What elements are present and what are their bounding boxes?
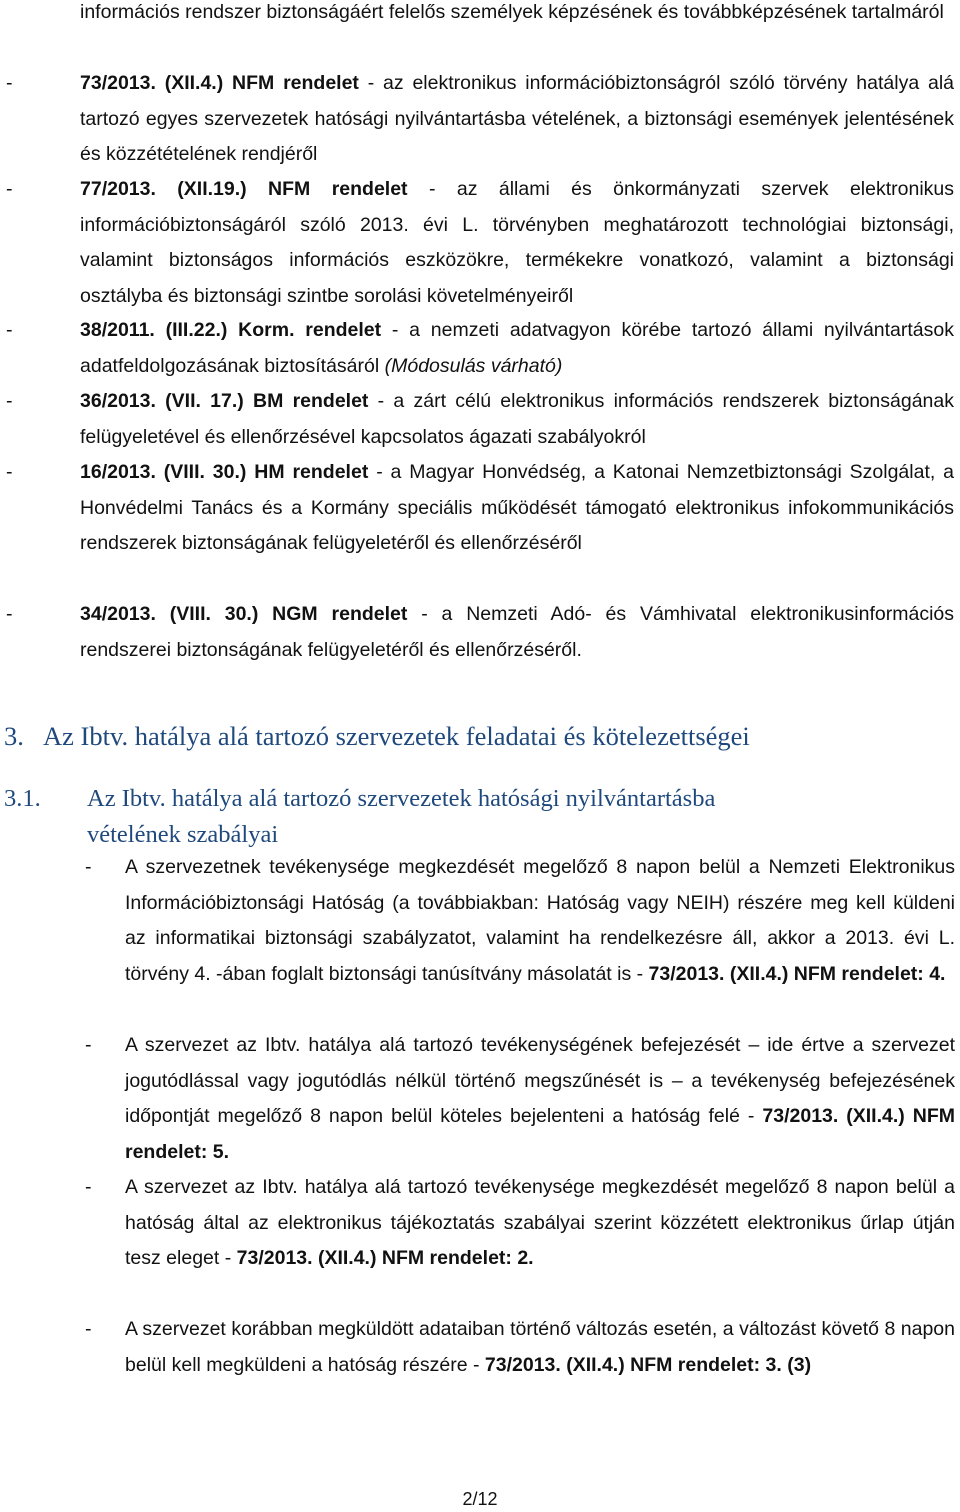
body-text: - az állami és önkormányzati szervek elektronikus információbiztonságáról szóló 2013. évi L. törvényben meghatározott technológiai biztonsági, valamint biztonságos információs eszközökre, termékekre vonatkozó, valamint a biztonsági osztályba és biztonsági szintbe sorolási követelményeiről bbox=[80, 178, 954, 307]
body-text: A szervezet az Ibtv. hatálya alá tartozó tevékenysége megkezdését megelőző 8 napon belül a hatóság által az elektronikus tájékoztatás szabályai szerint közzétett elektronikus űrlap útján tesz eleget - bbox=[125, 1176, 955, 1269]
body-text: A szervezetnek tevékenysége megkezdését megelőző 8 napon belül a Nemzeti Elektronikus Információbiztonsági Hatóság (a továbbiakban: Hatóság vagy NEIH) részére meg kell küldeni az informatikai biztonsági szabályzatot, valamint ha rendelkezésre áll, akkor a 2013. évi L. törvény 4. -ában foglalt biztonsági tanúsítvány másolatát is - bbox=[125, 856, 955, 985]
list-item-text bbox=[0, 66, 960, 173]
list-item-text bbox=[0, 172, 960, 314]
list-item bbox=[0, 0, 960, 31]
list-dash: - bbox=[85, 1176, 92, 1198]
list-item bbox=[0, 1312, 960, 1383]
subsection-heading bbox=[4, 781, 715, 853]
page-number: 2/12 bbox=[462, 1489, 498, 1509]
body-text: - a Nemzeti Adó- és Vámhivatal elektronikusinformációs rendszerei biztonságának felügyeletéről és ellenőrzéséről. bbox=[80, 603, 954, 661]
list-dash: - bbox=[6, 72, 13, 94]
list-item-text bbox=[0, 1170, 960, 1277]
list-item-text bbox=[0, 1312, 960, 1383]
regulation-reference: 16/2013. (VIII. 30.) HM rendelet bbox=[80, 461, 369, 483]
regulation-reference: 36/2013. (VII. 17.) BM rendelet bbox=[80, 390, 369, 412]
list-item bbox=[0, 1028, 960, 1170]
list-item bbox=[0, 1170, 960, 1277]
section-heading bbox=[4, 718, 750, 754]
list-dash: - bbox=[6, 461, 13, 483]
list-dash: - bbox=[6, 178, 13, 200]
list-dash: - bbox=[85, 1318, 92, 1340]
regulation-reference: 73/2013. (XII.4.) NFM rendelet: 3. (3) bbox=[484, 1353, 812, 1376]
body-text: információs rendszer biztonságáért felelős személyek képzésének és továbbképzésének tartalmáról bbox=[80, 1, 944, 23]
list-item bbox=[0, 313, 960, 384]
regulation-reference: 77/2013. (XII.19.) NFM rendelet bbox=[80, 178, 408, 200]
list-item bbox=[0, 172, 960, 314]
regulation-reference: 73/2013. (XII.4.) NFM rendelet: 2. bbox=[236, 1247, 534, 1269]
regulation-reference: 73/2013. (XII.4.) NFM rendelet bbox=[80, 72, 359, 94]
regulation-reference: 73/2013. (XII.4.) NFM rendelet: 4. bbox=[648, 962, 946, 985]
list-item bbox=[0, 850, 960, 992]
list-item bbox=[0, 384, 960, 455]
list-item-text bbox=[0, 455, 960, 562]
body-text: A szervezet az Ibtv. hatálya alá tartozó tevékenységének befejezését – ide értve a szervezet jogutódlással vagy jogutódlás nélkül történő megszűnését is – a tevékenység befejezésének időpontját megelőző 8 napon belül köteles bejelenteni a hatóság felé - bbox=[125, 1034, 955, 1127]
body-text: - a zárt célú elektronikus információs rendszerek biztonságának felügyeletével és ellenőrzésével kapcsolatos ágazati szabályokról bbox=[80, 390, 954, 448]
list-item-text bbox=[0, 1028, 960, 1170]
body-text: - az elektronikus információbiztonságról szóló törvény hatálya alá tartozó egyes szervezetek hatósági nyilvántartásba vételének, a biztonsági események jelentésének és közzétételének rendjéről bbox=[80, 72, 954, 165]
list-item bbox=[0, 66, 960, 173]
subsection-title: Az Ibtv. hatálya alá tartozó szervezetek hatósági nyilvántartásba bbox=[87, 785, 716, 812]
list-dash: - bbox=[85, 1034, 92, 1056]
regulation-reference: 38/2011. (III.22.) Korm. rendelet bbox=[80, 319, 382, 341]
list-dash: - bbox=[85, 856, 92, 878]
section-number: 3. bbox=[4, 721, 24, 751]
list-dash: - bbox=[6, 319, 13, 341]
subsection-title-continuation: vételének szabályai bbox=[87, 821, 279, 848]
list-item-text bbox=[0, 850, 960, 992]
list-dash: - bbox=[6, 390, 13, 412]
regulation-reference: 34/2013. (VIII. 30.) NGM rendelet bbox=[80, 603, 408, 625]
list-item-text bbox=[0, 313, 960, 384]
regulation-reference: 73/2013. (XII.4.) NFM rendelet: 5. bbox=[125, 1105, 955, 1163]
list-item-text bbox=[0, 384, 960, 455]
list-item bbox=[0, 597, 960, 668]
body-text: A szervezet korábban megküldött adataiban történő változás esetén, a változást követő 8 napon belül kell megküldeni a hatóság részére - bbox=[125, 1318, 955, 1376]
list-item-text bbox=[0, 597, 960, 668]
list-dash: - bbox=[6, 603, 13, 625]
body-text: - a nemzeti adatvagyon körébe tartozó állami nyilvántartások adatfeldolgozásának biztosításáról bbox=[80, 319, 955, 377]
subsection-number: 3.1. bbox=[4, 785, 41, 812]
list-item-text bbox=[0, 0, 960, 31]
body-text: - a Magyar Honvédség, a Katonai Nemzetbiztonsági Szolgálat, a Honvédelmi Tanács és a Kormány speciális működését támogató elektronikus infokommunikációs rendszerek biztonságának felügyeletéről és ellenőrzéséről bbox=[80, 461, 954, 554]
list-item bbox=[0, 455, 960, 562]
note-text: (Módosulás várható) bbox=[384, 354, 563, 377]
section-title: Az Ibtv. hatálya alá tartozó szervezetek feladatai és kötelezettségei bbox=[43, 721, 750, 751]
